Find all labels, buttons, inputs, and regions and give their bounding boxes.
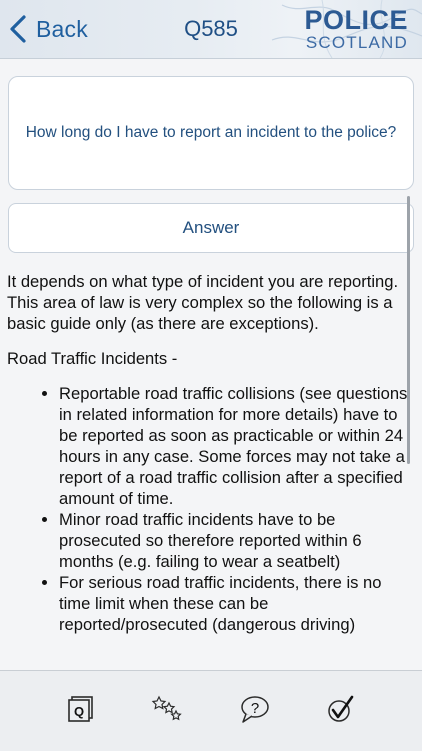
answer-section-title: Road Traffic Incidents - (7, 349, 178, 368)
tab-favourites[interactable] (146, 689, 186, 729)
question-card (8, 76, 414, 190)
tab-help[interactable] (235, 689, 275, 729)
police-scotland-logo (304, 6, 408, 52)
list-item: • Reportable road traffic collisions (see questions in related information for more details) have to be reported as soon as practicable or within 24 hours in any case. Some forces may not take a report of a road traffic collision after a specified amount of time. (59, 383, 414, 509)
tab-questions[interactable] (60, 689, 100, 729)
logo-line-1: POLICE (304, 5, 408, 35)
answer-intro: It depends on what type of incident you are reporting. This area of law is very complex so the following is a basic guide only (as there are exceptions). (7, 272, 399, 333)
logo-line-2: SCOTLAND (305, 33, 408, 52)
svg-text:Q: Q (73, 704, 85, 719)
answer-scroll-area[interactable] (0, 262, 422, 654)
question-text: How long do I have to report an incident to the police? (25, 124, 397, 141)
header-bar (0, 0, 422, 59)
question-bubble-icon (238, 692, 272, 726)
checkmark-icon (323, 692, 357, 726)
answer-bullet-list (7, 383, 414, 635)
back-label: Back (36, 15, 88, 42)
list-item: • For serious road traffic incidents, there is no time limit when these can be reported/prosecuted (dangerous driving) (59, 572, 414, 635)
answer-button[interactable] (8, 203, 414, 253)
question-book-icon (63, 692, 97, 726)
answer-button-label: Answer (182, 218, 240, 237)
svg-text:?: ? (250, 700, 260, 717)
scrollbar[interactable] (407, 196, 410, 464)
tab-bar (0, 670, 422, 751)
list-item: • Minor road traffic incidents have to be prosecuted so therefore reported within 6 months (e.g. failing to wear a seatbelt) (59, 509, 414, 572)
tab-answered[interactable] (320, 689, 360, 729)
stars-icon (149, 692, 183, 726)
question-number-title: Q585 (184, 16, 238, 41)
